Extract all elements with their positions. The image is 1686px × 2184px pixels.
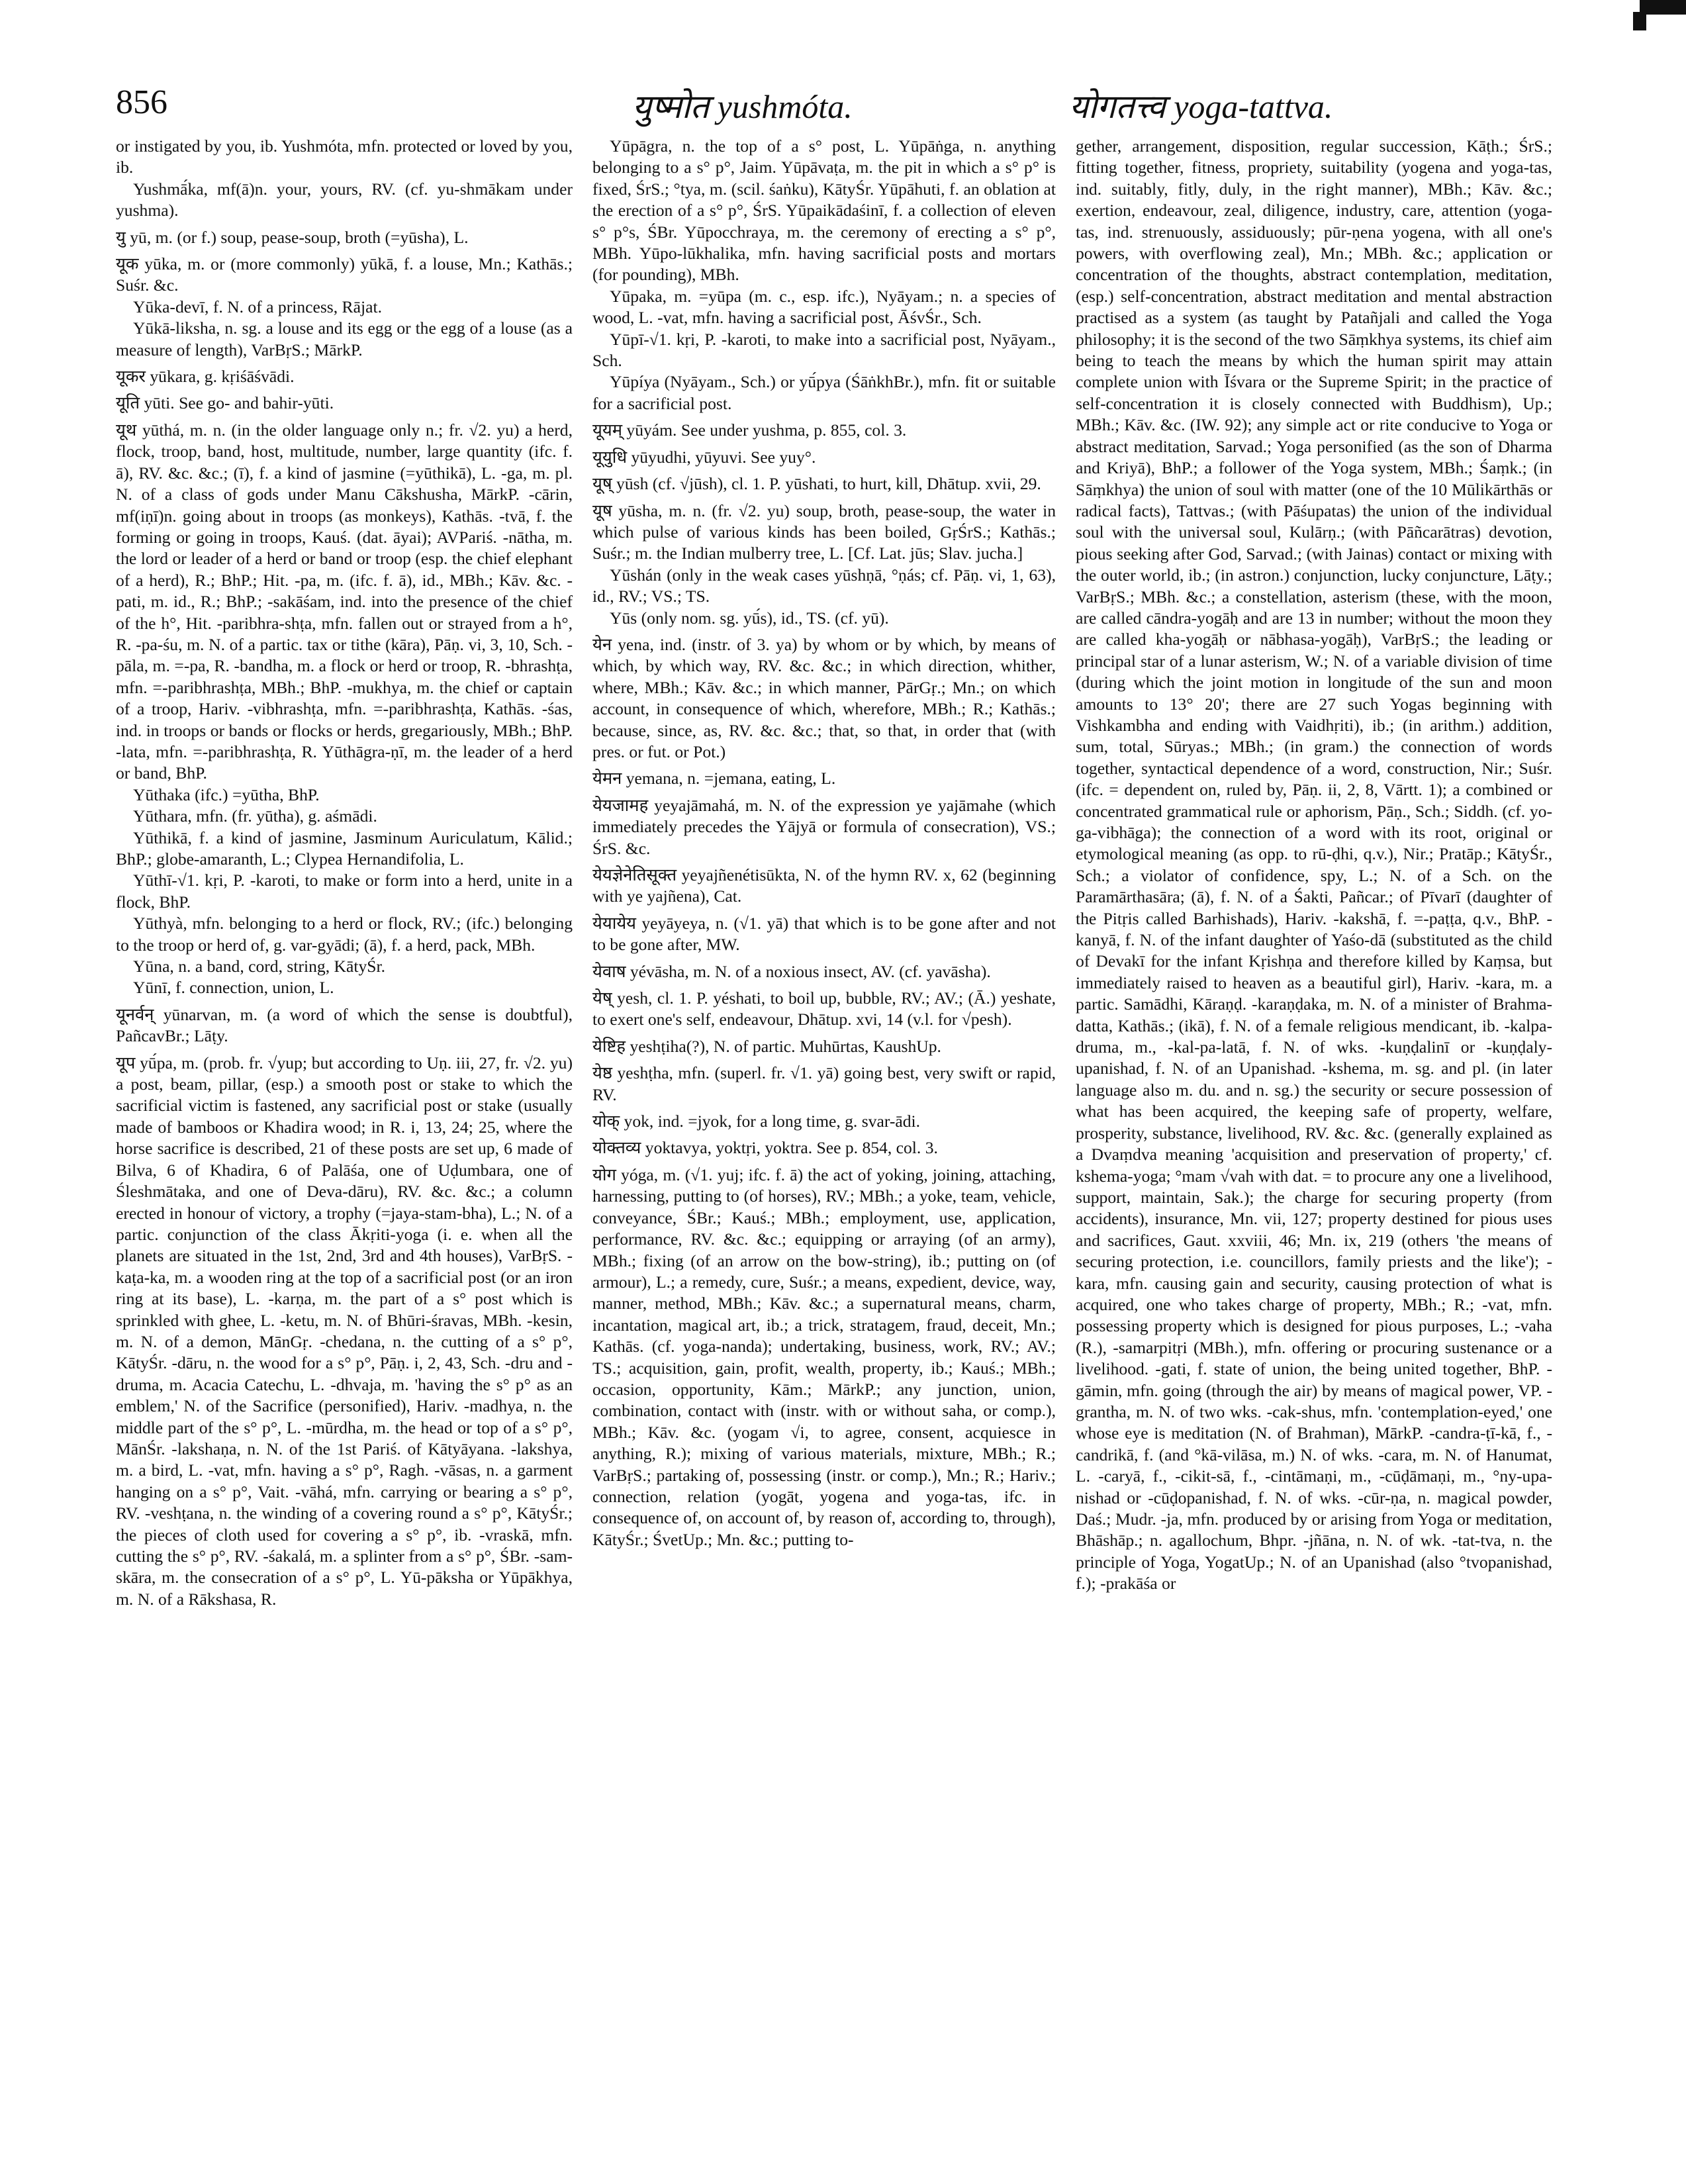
dictionary-entry: यूकर yūkara, g. kṛiśāśvādi. [116, 367, 295, 387]
right-headword: योगतत्त्व yoga-tattva. [1069, 88, 1333, 125]
dictionary-entry: Yūpāgra, n. the top of a s° post, L. Yūpāṅga, n. anything belonging to a s° p°, Jaim. Yūpāvaṭa, m. the pit in which a s° p° is fixed, ŚrS.; °tya, m. (scil. śaṅku), KātyŚr. Yūpāhuti, f. an oblation at the erection of a s° p°, ŚrS. Yūpaikādaśinī, f. a collection of eleven s° p°s, ŚBr. Yūpocchraya, m. the ceremony of erecting a s° p°, MBh. Yūpo-lūkhalika, mfn. having sacrificial posts and mortars (for pounding), MBh. [592, 136, 1056, 285]
dictionary-entry: येयायेय yeyāyeya, n. (√1. yā) that which is to be gone after and not to be gone after, MW. [592, 913, 1056, 955]
dictionary-entry: यूति yūti. See go- and bahir-yūti. [116, 393, 334, 413]
page-number: 856 [116, 83, 167, 121]
dictionary-entry: येमन yemana, n. =jemana, eating, L. [592, 769, 836, 788]
dictionary-entry: यूयम् yūyám. See under yushma, p. 855, col. 3. [592, 420, 907, 440]
dictionary-entry: यूष् yūsh (cf. √jūsh), cl. 1. P. yūshati, to hurt, kill, Dhātup. xvii, 29. [592, 474, 1041, 494]
page-header [116, 83, 1599, 129]
dictionary-entry: Yūpaka, m. =yūpa (m. c., esp. ifc.), Nyāyam.; n. a species of wood, L. -vat, mfn. having a sacrificial post, ĀśvŚr., Sch. [592, 286, 1056, 328]
dictionary-entry: Yūthikā, f. a kind of jasmine, Jasminum Auriculatum, Kālid.; BhP.; globe-amaranth, L.; Clypea Hernandifolia, L. [116, 828, 573, 869]
dictionary-entry: gether, arrangement, disposition, regular succession, Kāṭh.; ŚrS.; fitting together, fitness, propriety, suitability (yogena and yoga-tas, ind. suitably, fitly, duly, in the right manner), MBh.; Kāv. &c.; exertion, endeavour, zeal, diligence, industry, care, attention (yoga-tas, ind. strenuously, assiduously; pūr-ṇena yogena, with all one's powers, with overflowing zeal), Mn.; MBh. &c.; application or concentration of the thoughts, abstract contemplation, meditation, (esp.) self-concentration, abstract meditation and mental abstraction practised as a system (as taught by Patañjali and called the Yoga philosophy; it is the second of the two Sāṃkhya systems, its chief aim being to teach the means by which the human spirit may attain complete union with Īśvara or the Supreme Spirit; in the practice of self-concentration it is closely connected with Buddhism), Up.; MBh.; Kāv. &c. (IW. 92); any simple act or rite conducive to Yoga or abstract meditation, Sarvad.; Yoga personified (as the son of Dharma and Kriyā), BhP.; a follower of the Yoga system, MBh.; Śaṃk.; (in Sāṃkhya) the union of soul with matter (one of the 10 Mūlikārthās or radical facts), Tattvas.; (with Pāśupatas) the union of the individual soul with the universal soul, Kulārṇ.; (with Pāñcarātras) devotion, pious seeking after God, Sarvad.; (with Jainas) contact or mixing with the outer world, ib.; (in astron.) conjunction, lucky conjuncture, Lāṭy.; VarBṛS.; MBh. &c.; a constellation, asterism (these, with the moon, are called cāndra-yogāḥ and are 13 in number; without the moon they are called kha-yogāḥ or nābhasa-yogāḥ), VarBṛS.; the leading or principal star of a lunar asterism, W.; N. of a variable division of time (during which the joint motion in longitude of the sun and moon amounts to 13° 20'; there are 27 such Yogas beginning with Vishkambha and ending with Vaidhṛiti), ib.; (in arithm.) addition, sum, total, Sūryas.; MBh.; (in gram.) the connection of words together, syntactical dependence of a word, construction, Nir.; Suśr. (ifc. = dependent on, ruled by, Pāṇ. ii, 2, 8, Vārtt. 1); a combined or concentrated grammatical rule or aphorism, Pāṇ., Sch.; Siddh. (cf. yo-ga-vibhāga); the connection of a word with its root, original or etymological meaning (as opp. to rū-ḍhi, q.v.), Nir.; Pratāp.; KātyŚr., Sch.; a violator of confidence, spy, L.; N. of a Sch. on the Paramārthasāra; (ā), f. N. of a Śakti, Pañcar.; of Pīvarī (daughter of the Pitṛis called Barhishads), Hariv. -kakshā, f. =-paṭṭa, q.v., BhP. -kanyā, f. N. of the infant daughter of Yaśo-dā (substituted as the child of Devakī for the infant Kṛishṇa and therefore killed by Kaṃsa, but immediately raised to heaven as a beautiful girl), Hariv. -kara, m. a partic. Samādhi, Kāraṇḍ. -karaṇḍaka, m. N. of a minister of Brahma-datta, Kathās.; (ikā), f. N. of a female religious mendicant, ib. -kalpa-druma, m., -kal-pa-latā, f. N. of wks. -kuṇḍalinī or -kuṇḍaly-upanishad, f. N. of an Upanishad. -kshema, m. sg. and pl. (in later language also m. du. and n. sg.) the security or secure possession of what has been acquired, the keeping safe of property, welfare, prosperity, substance, livelihood, RV. &c. &c. (generally explained as a Dvaṃdva meaning 'acquisition and preservation of property,' cf. kshema-yoga; °mam √vah with dat. = to procure any one a livelihood, support, maintain, Sak.); the charge for securing property (from accidents), insurance, Mn. vii, 127; property destined for pious uses and sacrifices, Gaut. xxviii, 46; Mn. ix, 219 (others 'the means of securing protection, i.e. councillors, family priests and the like'); -kara, mfn. causing gain and security, causing protection of what is acquired, one who takes charge of property, MBh.; R.; -vat, mfn. possessing property which is designed for pious purposes, L.; -vaha (R.), -samarpitṛi (MBh.), mfn. offering or procuring sustenance or a livelihood. -gati, f. state of union, the being united together, BhP. -gāmin, mfn. going (through the air) by means of magical power, VP. -grantha, m. N. of two wks. -cak-shus, mfn. 'contemplation-eyed,' one whose eye is meditation (N. of Brahman), MārkP. -candra-ṭī-kā, f., -candrikā, f. (and °kā-vilāsa, m.) N. of wks. -cara, m. N. of Hanumat, L. -caryā, f., -cikit-sā, f., -cintāmaṇi, m., -cūḍāmaṇi, m., °ny-upa-nishad or -cūḍopanishad, f. N. of wks. -cūr-ṇa, n. magical powder, Daś.; Mudr. -ja, mfn. produced by or arising from Yoga or meditation, Bhāshāp.; n. agallochum, Bhpr. -jñāna, n. N. of wk. -tat-tva, n. the principle of Yoga, YogatUp.; N. of an Upanishad (also °tvopanishad, f.); -prakāśa or [1076, 136, 1552, 1593]
dictionary-entry: यूनर्वन् yūnarvan, m. (a word of which the sense is doubtful), PañcavBr.; Lāṭy. [116, 1004, 573, 1046]
dictionary-entry: यु yū, m. (or f.) soup, pease-soup, broth (=yūsha), L. [116, 227, 469, 247]
dictionary-entry: यूप yū́pa, m. (prob. fr. √yup; but according to Uṇ. iii, 27, fr. √2. yu) a post, beam, pillar, (esp.) a smooth post or stake to which the sacrificial victim is fastened, any sacrificial post or stake (usually made of bamboos or Khadira wood; in R. i, 13, 24; 25, where the horse sacrifice is described, 21 of these posts are set up, 6 made of Bilva, 6 of Khadira, 6 of Palāśa, one of Uḍumbara, one of Śleshmātaka, and one of Deva-dāru), RV. &c. &c.; a column erected in honour of victory, a trophy (=jaya-stam-bha), L.; N. of a partic. conjunction of the class Ākṛiti-yoga (i. e. when all the planets are situated in the 1st, 2nd, 3rd and 4th houses), VarBṛS. -kaṭa-ka, m. a wooden ring at the top of a sacrificial post (or an iron ring at its base), L. -karṇa, m. the part of a s° post which is sprinkled with ghee, L. -ketu, m. N. of Bhūri-śravas, MBh. -kesin, m. N. of a demon, MānGṛ. -chedana, n. the cutting of a s° p°, KātyŚr. -dāru, n. the wood for a s° p°, Pāṇ. i, 2, 43, Sch. -dru and -druma, m. Acacia Catechu, L. -dhvaja, m. 'having the s° p° as an emblem,' N. of the Sacrifice (personified), Hariv. -madhya, n. the middle part of the s° p°, L. -mūrdha, m. the head or top of a s° p°, MānŚr. -lakshaṇa, n. N. of the 1st Pariś. of Kātyāyana. -lakshya, m. a bird, L. -vat, mfn. having a s° p°, Ragh. -vāsas, n. a garment hanging on a s° p°, Vait. -vāhá, mfn. carrying or bearing a s° p°, RV. -veshṭana, n. the winding of a covering round a s° p°, KātyŚr.; the pieces of cloth used for covering a s° p°, ib. -vraskā, mfn. cutting the s° p°, RV. -śakalá, m. a splinter from a s° p°, ŚBr. -sam-skāra, m. the consecration of a s° p°, L. Yū-pāksha or Yūpākhya, m. N. of a Rākshasa, R. [116, 1053, 573, 1609]
dictionary-entry: Yūka-devī, f. N. of a princess, Rājat. [133, 297, 382, 316]
dictionary-entry: Yūnī, f. connection, union, L. [133, 978, 334, 998]
dictionary-entry: Yūs (only nom. sg. yū́s), id., TS. (cf. yū). [610, 608, 889, 628]
dictionary-entry: Yūshán (only in the weak cases yūshṇā, °ṇás; cf. Pāṇ. vi, 1, 63), id., RV.; VS.; TS. [592, 565, 1056, 606]
dictionary-entry: Yūna, n. a band, cord, string, KātyŚr. [133, 957, 385, 976]
dictionary-entry: येयजामह yeyajāmahá, m. N. of the expression ye yajāmahe (which immediately precedes the Yājyā or formula of consecration), VS.; ŚrS. &c. [592, 795, 1056, 858]
dictionary-entry: योग yóga, m. (√1. yuj; ifc. f. ā) the act of yoking, joining, attaching, harnessing, putting to (of horses), RV.; MBh.; a yoke, team, vehicle, conveyance, ŚBr.; Kauś.; MBh.; employment, use, application, performance, RV. &c. &c.; equipping or arraying (of an army), MBh.; fixing (of an arrow on the bow-string), ib.; putting on (of armour), L.; a remedy, cure, Suśr.; a means, expedient, device, way, manner, method, MBh.; Kāv. &c.; a supernatural means, charm, incantation, magical art, ib.; a trick, stratagem, fraud, deceit, Mn.; Kathās. (cf. yoga-nanda); undertaking, business, work, RV.; AV.; TS.; acquisition, gain, profit, wealth, property, ib.; Kauś.; MBh.; occasion, opportunity, Kām.; MārkP.; any junction, union, combination, contact with (instr. with or without saha, or comp.), MBh.; Kāv. &c. (yogam √i, to agree, consent, acquiesce in anything, R.); mixing of various materials, mixture, MBh.; R.; VarBṛS.; partaking of, possessing (instr. or comp.), Mn.; R.; Hariv.; connection, relation (yogāt, yogena and yoga-tas, ifc. in consequence of, on account of, by reason of, according to, through), KātyŚr.; ŚvetUp.; Mn. &c.; putting to- [592, 1164, 1056, 1549]
column-3 [1076, 136, 1552, 2161]
dictionary-entry: Yūthaka (ifc.) =yūtha, BhP. [133, 784, 320, 804]
corner-mark-tab [1633, 12, 1646, 30]
dictionary-entry: Yūpíya (Nyāyam., Sch.) or yū́pya (ŚāṅkhBr.), mfn. fit or suitable for a sacrificial post. [592, 372, 1056, 413]
dictionary-entry: or instigated by you, ib. Yushmóta, mfn. protected or loved by you, ib. [116, 136, 573, 177]
dictionary-entry: यूक yūka, m. or (more commonly) yūkā, f. a louse, Mn.; Kathās.; Suśr. &c. [116, 254, 573, 295]
dictionary-entry: येयज्ञेनेतिसूक्त yeyajñenétisūkta, N. of the hymn RV. x, 62 (beginning with ye yajñena), Cat. [592, 865, 1056, 906]
dictionary-entry: येष्ठ yeshṭha, mfn. (superl. fr. √1. yā) going best, very swift or rapid, RV. [592, 1063, 1056, 1104]
dictionary-entry: Yūkā-liksha, n. sg. a louse and its egg or the egg of a louse (as a measure of length), VarBṛS.; MārkP. [116, 318, 573, 359]
dictionary-entry: Yūthyà, mfn. belonging to a herd or flock, RV.; (ifc.) belonging to the troop or herd of, g. var-gyādi; (ā), f. a herd, pack, MBh. [116, 914, 573, 955]
dictionary-entry: Yūthara, mfn. (fr. yūtha), g. aśmādi. [133, 806, 377, 826]
dictionary-entry: यूथ yūthá, m. n. (in the older language only n.; fr. √2. yu) a herd, flock, troop, band, host, multitude, number, large quantity (ifc. f. ā), RV. &c. &c.; (ī), f. a kind of jasmine (=yūthikā), L. -ga, m. pl. N. of a class of gods under Manu Cākshusha, MārkP. -cārin, mf(iṇī)n. going about in troops (as monkeys), Kathās. -tvā, f. the forming or going in troops, Kauś. (dat. āyai); AVPariś. -nātha, m. the lord or leader of a herd or band or troop (esp. the chief elephant of a herd), R.; BhP.; Hit. -pa, m. (ifc. f. ā), id., MBh.; Kāv. &c. -pati, m. id., R.; BhP.; -sakāśam, ind. into the presence of the chief of the h°, Hit. -paribhra-shṭa, mfn. fallen out or strayed from a h°, R. -pa-śu, m. N. of a partic. tax or tithe (kāra), Pāṇ. vi, 3, 10, Sch. -pāla, m. =-pa, R. -bandha, m. a flock or herd or troop, R. -bhrashṭa, mfn. =-paribhrashṭa, MBh.; BhP. -mukhya, m. the chief or captain of a troop, Hariv. -vibhrashṭa, mfn. =-paribhrashṭa, Kathās. -śas, ind. in troops or bands or flocks or herds, gregariously, MBh.; BhP. -lata, mfn. =-paribhrashṭa, R. Yūthāgra-ṇī, m. the leader of a herd or band, BhP. [116, 420, 573, 783]
dictionary-entry: येष् yesh, cl. 1. P. yéshati, to boil up, bubble, RV.; AV.; (Ā.) yeshate, to exert one's self, endeavour, Dhātup. xvi, 14 (v.l. for √pesh). [592, 988, 1056, 1029]
column-2 [592, 136, 1056, 2161]
dictionary-entry: येवाष yévāsha, m. N. of a noxious insect, AV. (cf. yavāsha). [592, 961, 991, 981]
dictionary-entry: येन yena, ind. (instr. of 3. ya) by whom or by which, by means of which, by which way, RV. &c. &c.; in which direction, whither, where, MBh.; Kāv. &c.; in which manner, PārGṛ.; Mn.; on which account, in consequence of which, wherefore, MBh.; R.; Kathās.; because, since, as, RV. &c. &c.; that, so that, in order that (with pres. or fut. or Pot.) [592, 634, 1056, 761]
dictionary-entry: Yūthī-√1. kṛi, P. -karoti, to make or form into a herd, unite in a flock, BhP. [116, 871, 573, 912]
corner-mark [1640, 0, 1686, 15]
dictionary-entry: येष्टिह yeshṭiha(?), N. of partic. Muhūrtas, KaushUp. [592, 1036, 941, 1056]
dictionary-entry: Yushmā́ka, mf(ā)n. your, yours, RV. (cf. yu-shmākam under yushma). [116, 179, 573, 220]
dictionary-entry: Yūpī-√1. kṛi, P. -karoti, to make into a sacrificial post, Nyāyam., Sch. [592, 329, 1056, 371]
dictionary-entry: योक्तव्य yoktavya, yoktṛi, yoktra. See p. 854, col. 3. [592, 1138, 938, 1158]
column-1 [116, 136, 573, 2161]
dictionary-entry: यूयुधि yūyudhi, yūyuvi. See yuy°. [592, 447, 816, 467]
left-headword: युष्मोत yushmóta. [632, 88, 853, 125]
dictionary-entry: यूष yūsha, m. n. (fr. √2. yu) soup, broth, pease-soup, the water in which pulse of various kinds has been boiled, GṛŚrS.; Kathās.; Suśr.; m. the Indian mulberry tree, L. [Cf. Lat. jūs; Slav. jucha.] [592, 500, 1056, 563]
dictionary-entry: योक् yok, ind. =jyok, for a long time, g. svar-ādi. [592, 1112, 921, 1131]
